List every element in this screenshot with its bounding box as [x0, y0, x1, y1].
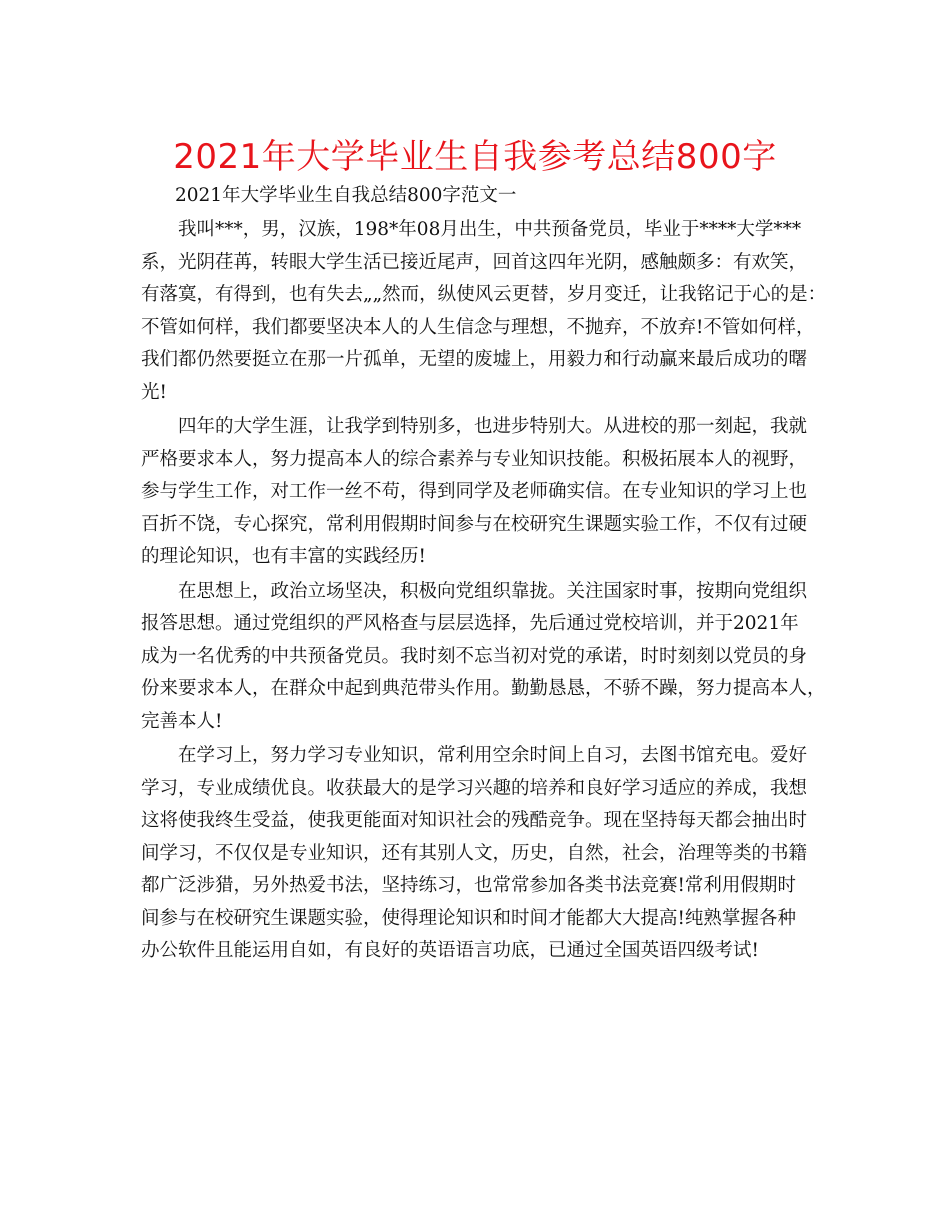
- paragraph-line: 间学习，不仅仅是专业知识，还有其别人文，历史，自然，社会，治理等类的书籍: [141, 842, 808, 864]
- paragraph-line: 严格要求本人，努力提高本人的综合素养与专业知识技能。积极拓展本人的视野，: [141, 448, 808, 470]
- paragraph-line: 这将使我终生受益，使我更能面对知识社会的残酷竞争。现在坚持每天都会抽出时: [141, 810, 808, 831]
- paragraph-line: 间参与在校研究生课题实验，使得理论知识和时间才能都大大提高!纯熟掌握各种: [141, 907, 796, 929]
- paragraph-line: 光!: [141, 381, 167, 403]
- paragraph: [141, 411, 821, 574]
- paragraph-line: 成为一名优秀的中共预备党员。我时刻不忘当初对党的承诺，时时刻刻以党员的身: [141, 645, 808, 667]
- paragraph-line: 办公软件且能运用自如，有良好的英语语言功底，已通过全国英语四级考试!: [141, 940, 759, 961]
- document-body: [141, 178, 827, 970]
- paragraph: [141, 214, 827, 409]
- document-subtitle: 2021年大学毕业生自我总结800字范文一: [175, 185, 517, 206]
- paragraph-line: 百折不饶，专心探究，常利用假期时间参与在校研究生课题实验工作，不仅有过硬: [141, 513, 808, 535]
- paragraph-line: 四年的大学生涯，让我学到特别多，也进步特别大。从进校的那一刻起，我就: [178, 416, 808, 437]
- paragraph-line: 份来要求本人，在群众中起到典范带头作用。勤勤恳恳，不骄不躁，努力提高本人，: [141, 678, 826, 699]
- paragraph-line: 学习，专业成绩优良。收获最大的是学习兴趣的培养和良好学习适应的养成，我想: [141, 777, 808, 799]
- paragraph-line: 报答思想。通过党组织的严风格查与层层选择，先后通过党校培训，并于2021年: [141, 613, 799, 634]
- paragraph-line: 我们都仍然要挺立在那一片孤单，无望的废墟上，用毅力和行动赢来最后成功的曙: [141, 349, 808, 370]
- paragraph-line: 系，光阴荏苒，转眼大学生活已接近尾声，回首这四年光阴，感触颇多：有欢笑，: [141, 251, 808, 273]
- paragraph-line: 在思想上，政治立场坚决，积极向党组织靠拢。关注国家时事，按期向党组织: [178, 580, 808, 602]
- paragraph-line: 我叫***，男，汉族，198*年08月出生，中共预备党员，毕业于****大学***: [178, 219, 802, 240]
- paragraph-line: 在学习上，努力学习专业知识，常利用空余时间上自习，去图书馆充电。爱好: [178, 745, 808, 766]
- paragraph: [141, 576, 826, 739]
- paragraph-line: 不管如何样，我们都要坚决本人的人生信念与理想，不抛弃，不放弃!不管如何样，: [141, 316, 815, 338]
- document-title: 2021年大学毕业生自我参考总结800字: [173, 137, 777, 177]
- paragraph-line: 的理论知识，也有丰富的实践经历!: [141, 546, 426, 567]
- paragraph-line: 参与学生工作，对工作一丝不苟，得到同学及老师确实信。在专业知识的学习上也: [141, 481, 808, 502]
- paragraph: [141, 740, 821, 968]
- paragraph-line: 有落寞，有得到，也有失去„„然而，纵使风云更替，岁月变迁，让我铭记于心的是：: [141, 284, 827, 305]
- paragraph-line: 完善本人!: [141, 710, 223, 732]
- paragraph-line: 都广泛涉猎，另外热爱书法，坚持练习，也常常参加各类书法竞赛!常利用假期时: [141, 875, 796, 896]
